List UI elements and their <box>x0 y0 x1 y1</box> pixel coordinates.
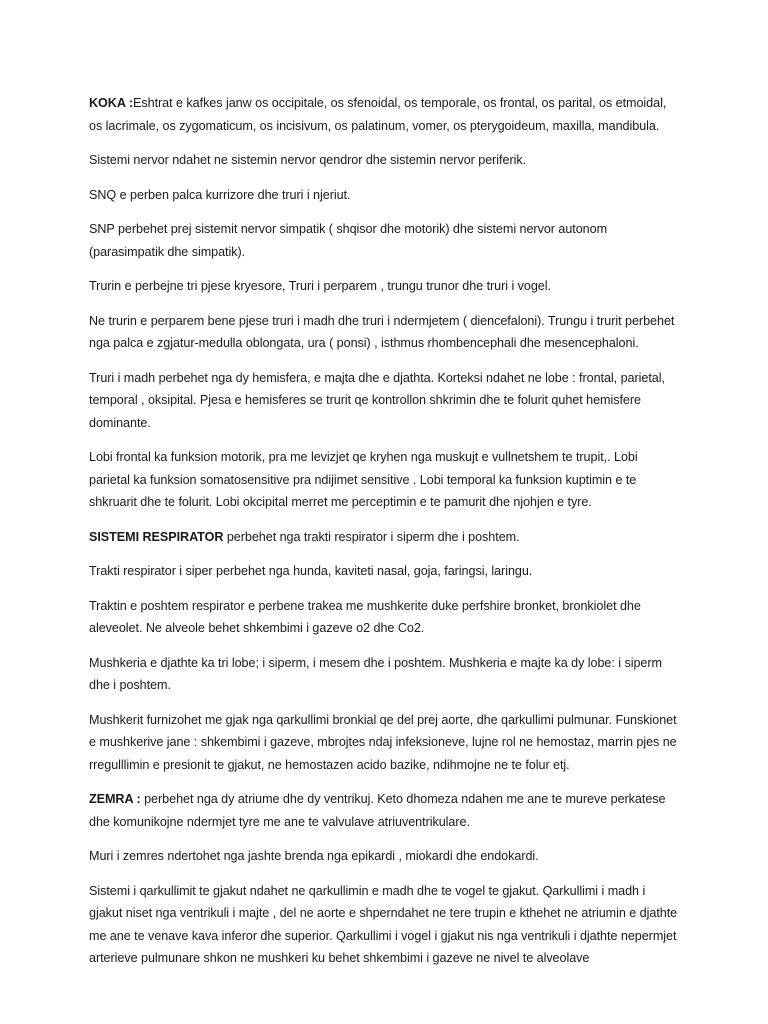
paragraph-text: Sistemi i qarkullimit te gjakut ndahet ne qarkullimin e madh dhe te vogel te gjakut. Qarkullimi i madh i gjakut niset nga ventrikuli i majte , del ne aorte e shperndahet ne tere trupin e kthehet ne atriumin e djathte me ane te venave kava inferor dhe superior. Qarkullimi i vogel i gjakut nis nga ventrikuli i djathte nepermjet arterieve pulmunare shkon ne mushkeri ku behet shkembimi i gazeve ne nivel te alveolave <box>89 883 678 965</box>
paragraph-text: Eshtrat e kafkes janw os occipitale, os sfenoidal, os temporale, os frontal, os parital, os etmoidal, os lacrimale, os zygomaticum, os incisivum, os palatinum, vomer, os pterygoideum, maxilla, mandibula. <box>89 96 667 133</box>
paragraph <box>89 275 678 298</box>
paragraph <box>89 218 678 263</box>
paragraph-text: Ne trurin e perparem bene pjese truri i madh dhe truri i ndermjetem ( diencefaloni). Trungu i trurit perbehet nga palca e zgjatur-medulla oblongata, ura ( ponsi) , isthmus rhombencephali dhe mesencephaloni. <box>89 313 675 350</box>
paragraph <box>89 184 678 207</box>
paragraph-koka <box>89 92 678 137</box>
paragraph-text: Lobi frontal ka funksion motorik, pra me levizjet qe kryhen nga muskujt e vullnetshem te trupit,. Lobi parietal ka funksion somatosensitive pra ndijimet sensitive . Lobi temporal ka funksion kuptimin e te shkruarit dhe te folurit. Lobi okcipital merret me perceptimin e te pamurit dhe njohjen e tyre. <box>89 450 638 509</box>
paragraph-text: Trurin e perbejne tri pjese kryesore, Truri i perparem , trungu trunor dhe truri i vogel. <box>89 279 551 293</box>
paragraph-text: Sistemi nervor ndahet ne sistemin nervor qendror dhe sistemin nervor periferik. <box>89 153 527 167</box>
paragraph <box>89 709 678 777</box>
heading-zemra: ZEMRA : <box>89 792 141 806</box>
paragraph <box>89 652 678 697</box>
paragraph-text: perbehet nga dy atriume dhe dy ventrikuj. Keto dhomeza ndahen me ane te mureve perkatese dhe komunikojne ndermjet tyre me ane te valvulave atriuventrikulare. <box>89 792 666 829</box>
paragraph-text: Mushkeria e djathte ka tri lobe; i siperm, i mesem dhe i poshtem. Mushkeria e majte ka dy lobe: i siperm dhe i poshtem. <box>89 655 662 692</box>
paragraph <box>89 310 678 355</box>
paragraph <box>89 845 678 868</box>
paragraph-text: Trakti respirator i siper perbehet nga hunda, kaviteti nasal, goja, faringsi, laringu. <box>89 564 533 578</box>
paragraph-text: perbehet nga trakti respirator i siperm dhe i poshtem. <box>223 529 520 544</box>
paragraph <box>89 446 678 514</box>
paragraph-text: Mushkerit furnizohet me gjak nga qarkullimi bronkial qe del prej aorte, dhe qarkullimi pulmunar. Funskionet e mushkerive jane : shkembimi i gazeve, mbrojtes ndaj infeksioneve, lujne rol ne hemostaz, marrin pjes ne rregulllimin e presionit te gjakut, ne hemostazen acido bazike, ndihmojne ne te folur etj. <box>89 712 677 772</box>
paragraph-text: Traktin e poshtem respirator e perbene trakea me mushkerite duke perfshire bronket, bronkiolet dhe aleveolet. Ne alveole behet shkembimi i gazeve o2 dhe Co2. <box>89 598 641 635</box>
paragraph <box>89 367 678 435</box>
paragraph-zemra <box>89 788 678 833</box>
paragraph <box>89 560 678 583</box>
paragraph-text: SNP perbehet prej sistemit nervor simpatik ( shqisor dhe motorik) dhe sistemi nervor autonom (parasimpatik dhe simpatik). <box>89 222 608 259</box>
paragraph <box>89 880 678 970</box>
paragraph-text: Muri i zemres ndertohet nga jashte brenda nga epikardi , miokardi dhe endokardi. <box>89 849 539 863</box>
paragraph-sistemi-respirator <box>89 526 678 549</box>
paragraph-text: SNQ e perben palca kurrizore dhe truri i njeriut. <box>89 187 351 202</box>
paragraph <box>89 149 678 172</box>
paragraph <box>89 595 678 640</box>
heading-sistemi-respirator: SISTEMI RESPIRATOR <box>89 529 224 544</box>
heading-koka: KOKA : <box>89 96 134 110</box>
paragraph-text: Truri i madh perbehet nga dy hemisfera, e majta dhe e djathta. Korteksi ndahet ne lobe : frontal, parietal, temporal , oksipital. Pjesa e hemisferes se trurit qe kontrollon shkrimin dhe te folurit quhet hemisfere dominante. <box>89 370 665 430</box>
